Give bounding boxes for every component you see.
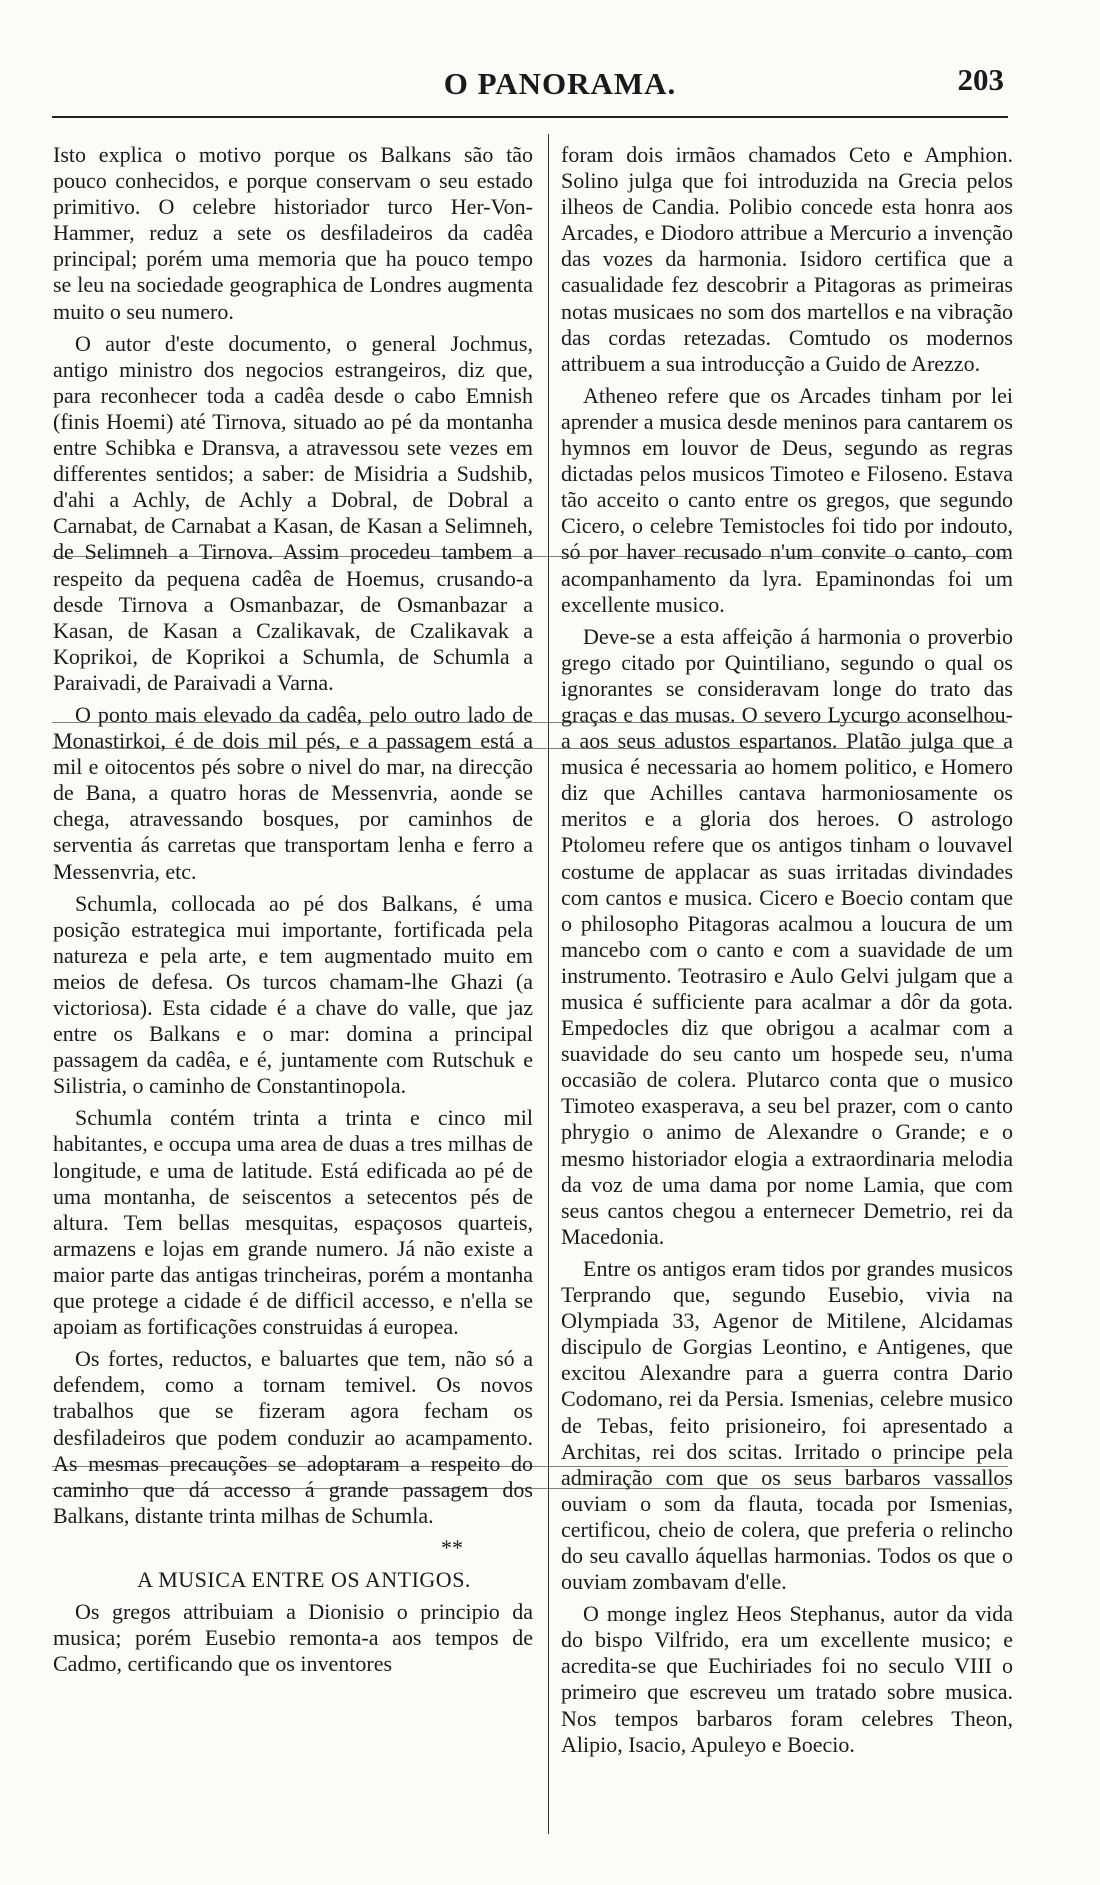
scan-line xyxy=(52,748,1008,749)
paragraph: O autor d'este documento, o general Jochmus, antigo ministro dos negocios estrangeiros, diz que, para reconhecer toda a cadêa desde o cabo Emnish (finis Hoemi) até Tirnova, situado ao pé da montanha entre Schibka e Dransva, a atravessou sete vezes em differentes sentidos; a saber: de Misidria a Sudshib, d'ahi a Achly, de Achly a Dobral, de Dobral a Carnabat, de Carnabat a Kasan, de Kasan a Selimneh, de Selimneh a Tirnova. Assim procedeu tambem a respeito da pequena cadêa de Hoemus, crusando-a desde Tirnova a Osmanbazar, de Osmanbazar a Kasan, de Kasan a Czalikavak, de Czalikavak a Koprikoi, de Koprikoi a Schumla, de Schumla a Paraivadi, de Paraivadi a Varna. xyxy=(53,330,533,695)
paragraph: Deve-se a esta affeição á harmonia o proverbio grego citado por Quintiliano, segundo o qual os ignorantes se consideravam longe do trato das graças e das musas. O severo Lycurgo aconselhou-a aos seus adustos espartanos. Platão julga que a musica é necessaria ao homem politico, e Homero diz que Achilles cantava harmoniosamente os meritos e a gloria dos heroes. O astrologo Ptolomeu refere que os antigos tinham o louvavel costume de applacar as suas irritadas divindades com cantos e musica. Cicero e Boecio contam que o philosopho Pitagoras acalmou a loucura de um mancebo com o canto e com a suavidade de um instrumento. Teotrasiro e Aulo Gelvi julgam que a musica é sufficiente para acalmar a dôr da gota. Empedocles diz que obrigou a acalmar com a suavidade do seu canto um hospede seu, n'uma occasião de colera. Plutarco conta que o musico Timoteo exasperava, a seu bel prazer, com o canto phrygio o animo de Alexandre o Grande; e o mesmo historiador elogia a extraordinaria melodia da voz de uma dama por nome Lamia, que com seus cantos chegou a enternecer Demetrio, rei da Macedonia. xyxy=(561,623,1013,1249)
scan-line xyxy=(52,556,1008,557)
scan-line xyxy=(52,1466,1008,1467)
paragraph: Os fortes, reductos, e baluartes que tem, não só a defendem, como a tornam temivel. Os novos trabalhos que se fizeram agora fecham os desfiladeiros que podem conduzir ao acampamento. As mesmas precauções se adoptaram a respeito do caminho que dá accesso á grande passagem dos Balkans, distante trinta milhas de Schumla. xyxy=(53,1346,533,1528)
page-header-title: O PANORAMA. xyxy=(443,66,677,101)
paragraph: O monge inglez Heos Stephanus, autor da vida do bispo Vilfrido, era um excellente musico; e acredita-se que Euchiriades foi no seculo VIII o primeiro que escreveu um tratado sobre musica. Nos tempos barbaros foram celebres Theon, Alipio, Isacio, Apuleyo e Boecio. xyxy=(561,1601,1013,1757)
paragraph: foram dois irmãos chamados Ceto e Amphion. Solino julga que foi introduzida na Grecia pelos ilheos de Candia. Polibio concede esta honra aos Arcades, e Diodoro attribue a Mercurio a invenção das vozes da harmonia. Isidoro certifica que a casualidade fez descobrir a Pitagoras as primeiras notas musicaes no som dos martellos e na vibração das cordas retezadas. Comtudo os modernos attribuem a sua introducção a Guido de Arezzo. xyxy=(561,142,1013,376)
page-number: 203 xyxy=(957,62,1004,97)
section-heading: A MUSICA ENTRE OS ANTIGOS. xyxy=(137,1566,471,1592)
scan-line xyxy=(52,722,1008,723)
paragraph: Os gregos attribuiam a Dionisio o principio da musica; porém Eusebio remonta-a aos tempos de Cadmo, certificando que os inventores xyxy=(53,1599,533,1677)
paragraph: Isto explica o motivo porque os Balkans são tão pouco conhecidos, e porque conservam o seu estado primitivo. O celebre historiador turco Her-Von-Hammer, reduz a sete os desfiladeiros da cadêa principal; porém uma memoria que ha pouco tempo se leu na sociedade geographica de Londres augmenta muito o seu numero. xyxy=(53,142,533,324)
left-column xyxy=(53,142,533,1683)
scan-line xyxy=(52,1488,1008,1489)
end-mark: ** xyxy=(441,1534,463,1560)
paragraph: Schumla contém trinta a trinta e cinco mil habitantes, e occupa uma area de duas a tres milhas de longitude, e uma de latitude. Está edificada ao pé de uma montanha, de seiscentos a setecentos pés de altura. Tem bellas mesquitas, espaçosos quarteis, armazens e lojas em grande numero. Já não existe a maior parte das antigas trincheiras, porém a montanha que protege a cidade é de difficil accesso, e n'ella se apoiam as fortificações construidas á europea. xyxy=(53,1105,533,1340)
paragraph: Entre os antigos eram tidos por grandes musicos Terprando que, segundo Eusebio, vivia na Olympiada 33, Agenor de Mitilene, Alcidamas discipulo de Gorgias Leontino, e Antigenes, que excitou Alexandre para a guerra contra Dario Codomano, rei da Persia. Ismenias, celebre musico de Tebas, feito prisioneiro, foi apresentado a Architas, rei dos scitas. Irritado o principe pela admiração com que os seus barbaros vassallos ouviam o som da flauta, tocada por Ismenias, certificou, cheio de colera, que preferia o relincho do seu cavallo áquellas harmonias. Todos os que o ouviam zombavam d'elle. xyxy=(561,1255,1013,1595)
right-column xyxy=(561,142,1013,1764)
column-divider xyxy=(548,134,549,1834)
paragraph: O ponto mais elevado da cadêa, pelo outro lado de Monastirkoi, é de dois mil pés, e a passagem está a mil e oitocentos pés sobre o nivel do mar, na direcção de Bana, a quatro horas de Messenvria, aonde se chega, atravessando bosques, por caminhos de serventia ás carretas que transportam lenha e ferro a Messenvria, etc. xyxy=(53,701,533,884)
paragraph: Schumla, collocada ao pé dos Balkans, é uma posição estrategica mui importante, fortificada pela natureza e pela arte, e tem augmentado muito em meios de defesa. Os turcos chamam-lhe Ghazi (a victoriosa). Esta cidade é a chave do valle, que jaz entre os Balkans e o mar: domina a principal passagem da cadêa, e é, juntamente com Rutschuk e Silistria, o caminho de Constantinopola. xyxy=(53,890,533,1099)
header-rule xyxy=(52,116,1008,118)
paragraph: Atheneo refere que os Arcades tinham por lei aprender a musica desde meninos para cantarem os hymnos em louvor de Deus, segundo as regras dictadas pelos musicos Timoteo e Filoseno. Estava tão acceito o canto entre os gregos, que segundo Cicero, o celebre Temistocles foi tido por indouto, só por haver recusado n'um convite o canto, com acompanhamento da lyra. Epaminondas foi um excellente musico. xyxy=(561,382,1013,617)
